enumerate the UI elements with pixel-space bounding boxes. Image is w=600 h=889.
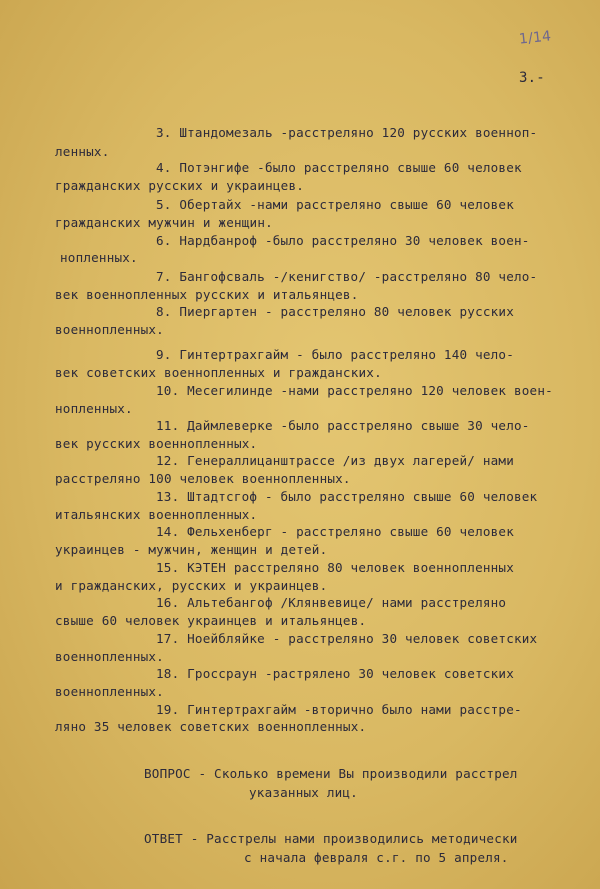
question-line: ВОПРОС - Сколько времени Вы производили расстрел <box>144 766 518 781</box>
text-line: 9. Гинтертрахгайм - было расстреляно 140 чело- <box>156 347 514 362</box>
text-line: 14. Фельхенберг - расстреляно свыше 60 человек <box>156 524 514 539</box>
text-line: 4. Потэнгифе -было расстреляно свыше 60 человек <box>156 160 522 175</box>
archive-mark: 1/14 <box>518 28 552 48</box>
text-line: 17. Ноейбляйке - расстреляно 30 человек советских <box>156 631 538 646</box>
text-line: нопленных. <box>55 401 133 416</box>
text-line: 5. Обертайх -нами расстреляно свыше 60 человек <box>156 197 514 212</box>
text-line: 11. Даймлеверке -было расстреляно свыше 30 чело- <box>156 418 530 433</box>
text-line: свыше 60 человек украинцев и итальянцев. <box>55 613 367 628</box>
text-line: 12. Генераллицанштрассе /из двух лагерей/ нами <box>156 453 514 468</box>
text-line: 7. Бангофсваль -/кенигство/ -расстреляно 80 чело- <box>156 269 538 284</box>
text-line: век военнопленных русских и итальянцев. <box>55 287 359 302</box>
text-line: военнопленных. <box>55 322 164 337</box>
answer-line: ОТВЕТ - Расстрелы нами производились методически <box>144 831 518 846</box>
question-line: указанных лиц. <box>249 785 358 800</box>
text-line: 3. Штандомезаль -расстреляно 120 русских военноп- <box>156 125 538 140</box>
text-line: гражданских мужчин и женщин. <box>55 215 273 230</box>
text-line: ляно 35 человек советских военнопленных. <box>55 719 367 734</box>
text-line: 18. Гроссраун -растрялено 30 человек советских <box>156 666 514 681</box>
text-line: 13. Штадтсгоф - было расстреляно свыше 60 человек <box>156 489 538 504</box>
text-line: век советских военнопленных и гражданских. <box>55 365 382 380</box>
text-line: ленных. <box>55 144 110 159</box>
text-line: 19. Гинтертрахгайм -вторично было нами расстре- <box>156 702 522 717</box>
text-line: расстреляно 100 человек военнопленных. <box>55 471 351 486</box>
text-line: военнопленных. <box>55 684 164 699</box>
text-line: 10. Месегилинде -нами расстреляно 120 человек воен- <box>156 383 553 398</box>
answer-line: с начала февраля с.г. по 5 апреля. <box>244 850 509 865</box>
text-line: военнопленных. <box>55 649 164 664</box>
text-line: и гражданских, русских и украинцев. <box>55 578 328 593</box>
page-number: 3.- <box>519 70 545 86</box>
text-line: 6. Нардбанроф -было расстреляно 30 человек воен- <box>156 233 530 248</box>
text-line: век русских военнопленных. <box>55 436 258 451</box>
text-line: 16. Альтебангоф /Клянвевице/ нами расстреляно <box>156 595 507 610</box>
text-line: нопленных. <box>60 250 138 265</box>
text-line: украинцев - мужчин, женщин и детей. <box>55 542 328 557</box>
text-line: 15. КЭТЕН расстреляно 80 человек военнопленных <box>156 560 514 575</box>
text-line: 8. Пиергартен - расстреляно 80 человек русских <box>156 304 514 319</box>
text-line: итальянских военнопленных. <box>55 507 258 522</box>
text-line: гражданских русских и украинцев. <box>55 178 305 193</box>
